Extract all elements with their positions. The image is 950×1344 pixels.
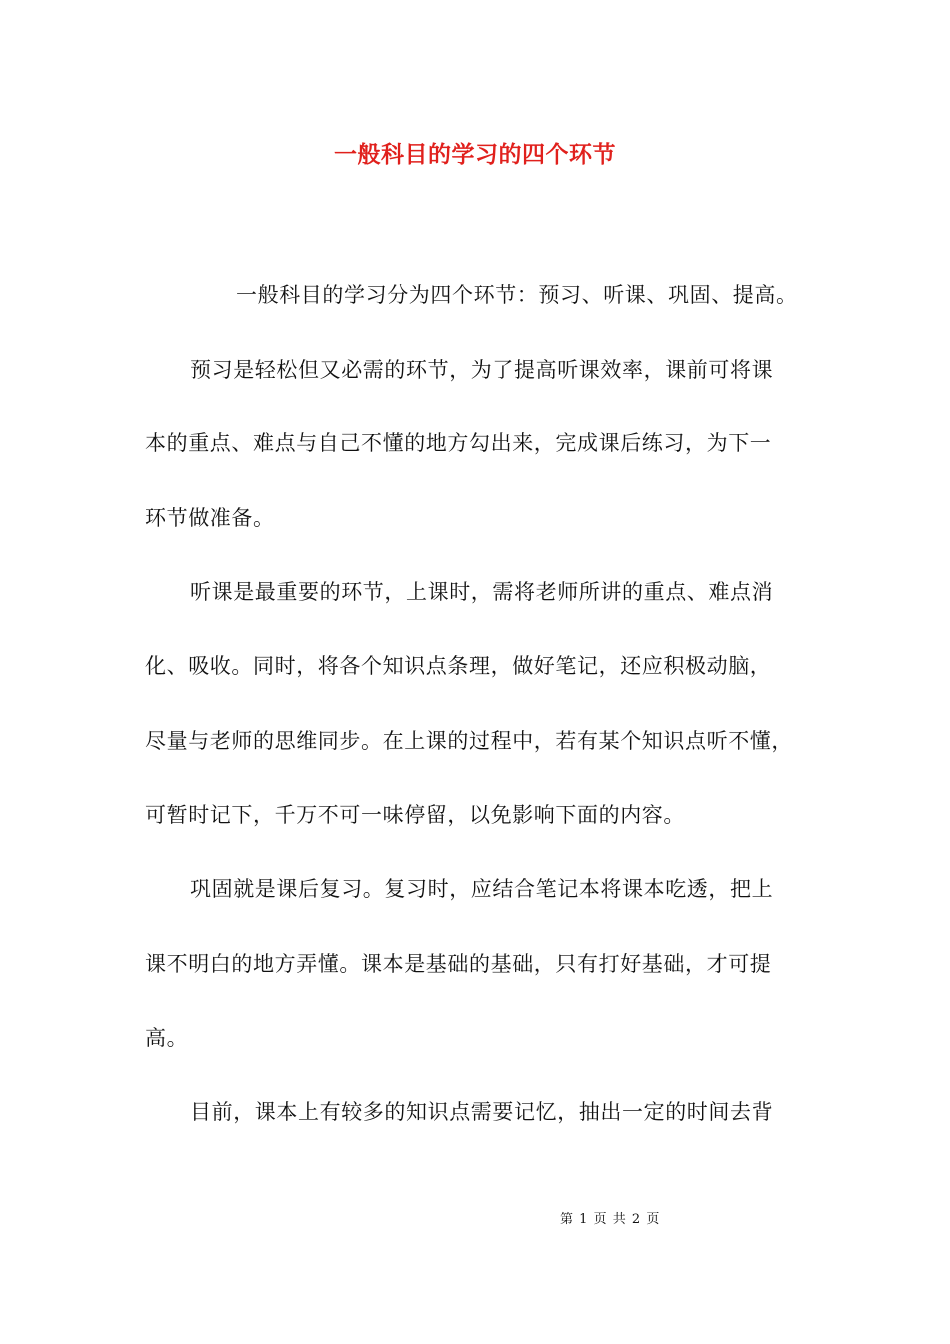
page-footer (560, 1208, 660, 1227)
footer-current-page: 1 (579, 1212, 589, 1227)
document-title: 一般科目的学习的四个环节 (334, 141, 616, 168)
footer-label-page: 第 (560, 1212, 575, 1227)
paragraph-line: 巩固就是课后复习。复习时，应结合笔记本将课本吃透，把上 (190, 877, 774, 901)
footer-total-pages: 2 (631, 1212, 642, 1227)
paragraph-line: 高。 (145, 1026, 189, 1050)
footer-label-total: 共 (612, 1212, 627, 1227)
paragraph-line: 听课是最重要的环节，上课时，需将老师所讲的重点、难点消 (190, 580, 774, 604)
paragraph-line: 预习是轻松但又必需的环节，为了提高听课效率，课前可将课 (190, 358, 774, 382)
paragraph-line: 环节做准备。 (145, 506, 275, 530)
footer-label-ye2: 页 (646, 1212, 661, 1227)
paragraph-line: 本的重点、难点与自己不懂的地方勾出来，完成课后练习，为下一 (145, 431, 772, 455)
paragraph-line: 尽量与老师的思维同步。在上课的过程中，若有某个知识点听不懂， (145, 729, 793, 753)
paragraph-line: 可暂时记下，千万不可一味停留，以免影响下面的内容。 (145, 803, 685, 827)
paragraph-line: 一般科目的学习分为四个环节：预习、听课、巩固、提高。 (236, 283, 798, 307)
footer-label-ye: 页 (593, 1212, 608, 1227)
paragraph-line: 目前，课本上有较多的知识点需要记忆，抽出一定的时间去背 (190, 1100, 774, 1124)
paragraph-line: 化、吸收。同时，将各个知识点条理，做好笔记，还应积极动脑， (145, 654, 772, 678)
paragraph-line: 课不明白的地方弄懂。课本是基础的基础，只有打好基础，才可提 (145, 952, 772, 976)
